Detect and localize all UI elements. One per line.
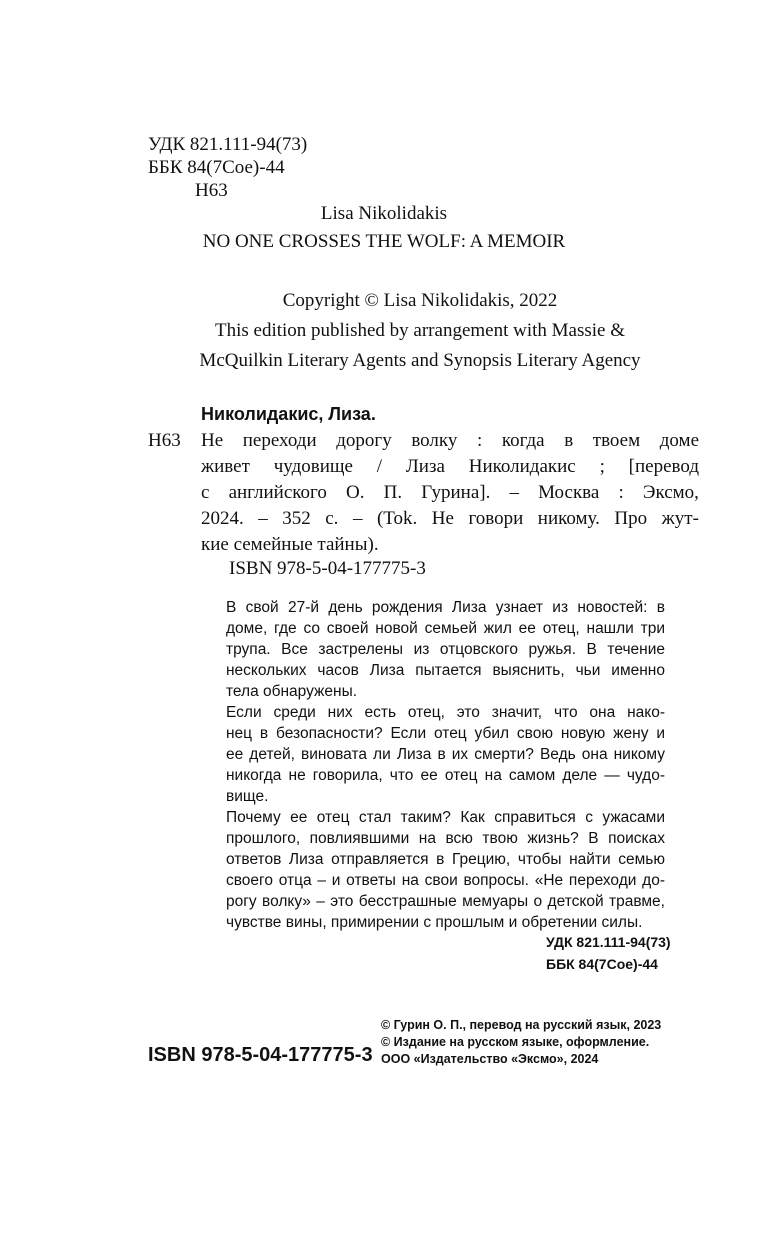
annotation-udk: УДК 821.111-94(73) bbox=[546, 934, 671, 950]
annotation-line: прошлого, повлиявшими на всю твою жизнь? В поисках bbox=[226, 830, 665, 847]
annotation-line: своего отца – и ответы на свои вопросы. «Не переходи до- bbox=[226, 872, 665, 889]
bib-word: в bbox=[564, 430, 574, 451]
bib-word: О. bbox=[345, 482, 365, 503]
bib-description bbox=[201, 428, 699, 558]
bib-word: никому. bbox=[537, 508, 600, 529]
bib-word: П. bbox=[383, 482, 403, 503]
annotation-paragraph bbox=[201, 807, 665, 933]
copyright-line: McQuilkin Literary Agents and Synopsis Literary Agency bbox=[199, 350, 641, 371]
annotation-line: чувстве вины, примирении с прошлым и обретении силы. bbox=[226, 914, 643, 931]
annotation-line: трупа. Все застрелены из отцовского ружья. В течение bbox=[226, 641, 665, 658]
bib-word: ; bbox=[599, 456, 605, 477]
bib-word: (Tok. bbox=[376, 508, 418, 529]
bib-word: 352 bbox=[282, 508, 311, 529]
bib-word: когда bbox=[501, 430, 545, 451]
bib-word: : bbox=[618, 482, 624, 503]
bib-word: – bbox=[352, 508, 363, 529]
annotation-bbk: ББК 84(7Сое)-44 bbox=[546, 956, 658, 972]
bib-mark: Н63 bbox=[148, 430, 181, 451]
bib-word: – bbox=[509, 482, 519, 503]
bib-word: : bbox=[476, 430, 483, 451]
author-mark: Н63 bbox=[195, 180, 228, 201]
bib-word: Гурина]. bbox=[421, 482, 491, 503]
copyright-notice bbox=[150, 286, 690, 376]
annotation-line: вище. bbox=[226, 788, 269, 805]
bib-word: Про bbox=[614, 508, 648, 529]
bib-word: английского bbox=[228, 482, 327, 503]
bib-word: Лиза bbox=[405, 456, 445, 477]
bib-word: с. bbox=[325, 508, 339, 529]
bib-word: Не bbox=[201, 430, 224, 451]
bib-word: / bbox=[376, 456, 383, 477]
bib-word: [перевод bbox=[628, 456, 699, 477]
annotation-line: доме, где со своей новой семьей жил ее отец, нашли три bbox=[226, 620, 665, 637]
rights-line: © Гурин О. П., перевод на русский язык, 2023 bbox=[381, 1018, 662, 1032]
bib-line bbox=[201, 480, 699, 506]
annotation-line: ответов Лиза отправляется в Грецию, чтобы найти семью bbox=[226, 851, 665, 868]
bib-word: с bbox=[201, 482, 210, 503]
annotation bbox=[201, 597, 665, 933]
bib-line bbox=[201, 454, 699, 480]
annotation-line: тела обнаружены. bbox=[226, 683, 358, 700]
bib-word: твоем bbox=[592, 430, 641, 451]
bib-word: дорогу bbox=[336, 430, 392, 451]
annotation-line: Если среди них есть отец, это значит, что она нако- bbox=[226, 704, 665, 721]
bib-word: переходи bbox=[242, 430, 317, 451]
bib-word: – bbox=[258, 508, 268, 529]
rights-line: © Издание на русском языке, оформление. bbox=[381, 1035, 650, 1049]
bib-word: говори bbox=[468, 508, 524, 529]
bib-word: 2024. bbox=[201, 508, 244, 529]
annotation-line: ее детей, виновата ли Лиза в их смерти? Ведь она никому bbox=[226, 746, 665, 763]
bib-line bbox=[201, 506, 699, 532]
bib-word: Не bbox=[431, 508, 454, 529]
bib-word: живет bbox=[201, 456, 250, 477]
footer-isbn: ISBN 978-5-04-177775-3 bbox=[148, 1044, 373, 1066]
bib-word: Эксмо, bbox=[642, 482, 699, 503]
bbk-code: ББК 84(7Сое)-44 bbox=[148, 157, 285, 178]
bib-word: чудовище bbox=[273, 456, 353, 477]
rights-line: ООО «Издательство «Эксмо», 2024 bbox=[381, 1052, 599, 1066]
original-author: Lisa Nikolidakis bbox=[320, 203, 448, 224]
annotation-line: нескольких часов Лиза пытается выяснить, чьи именно bbox=[226, 662, 665, 679]
bib-word: Москва bbox=[538, 482, 600, 503]
annotation-line: никогда не говорила, что ее отец на самом деле — чудо- bbox=[226, 767, 665, 784]
copyright-line: This edition published by arrangement with Massie & bbox=[214, 320, 625, 341]
annotation-line: рогу волку» – это бесстрашные мемуары о детской травме, bbox=[226, 893, 665, 910]
annotation-line: нец в безопасности? Если отец убил свою новую жену и bbox=[226, 725, 665, 742]
bib-word: волку bbox=[411, 430, 458, 451]
footer-rights bbox=[381, 1017, 661, 1068]
udk-code: УДК 821.111-94(73) bbox=[148, 134, 308, 155]
bib-word: жут- bbox=[661, 508, 699, 529]
copyright-line: Copyright © Lisa Nikolidakis, 2022 bbox=[282, 290, 558, 311]
bib-line: кие семейные тайны). bbox=[201, 534, 379, 555]
bib-word: Николидакис bbox=[468, 456, 576, 477]
original-title: NO ONE CROSSES THE WOLF: A MEMOIR bbox=[202, 231, 566, 252]
annotation-paragraph bbox=[201, 702, 665, 807]
bib-word: доме bbox=[659, 430, 699, 451]
bib-heading: Николидакис, Лиза. bbox=[201, 404, 376, 424]
annotation-line: В свой 27-й день рождения Лиза узнает из новостей: в bbox=[226, 599, 665, 616]
annotation-paragraph bbox=[201, 597, 665, 702]
bib-isbn: ISBN 978-5-04-177775-3 bbox=[229, 558, 426, 579]
annotation-line: Почему ее отец стал таким? Как справиться с ужасами bbox=[226, 809, 665, 826]
bib-line bbox=[201, 428, 699, 454]
